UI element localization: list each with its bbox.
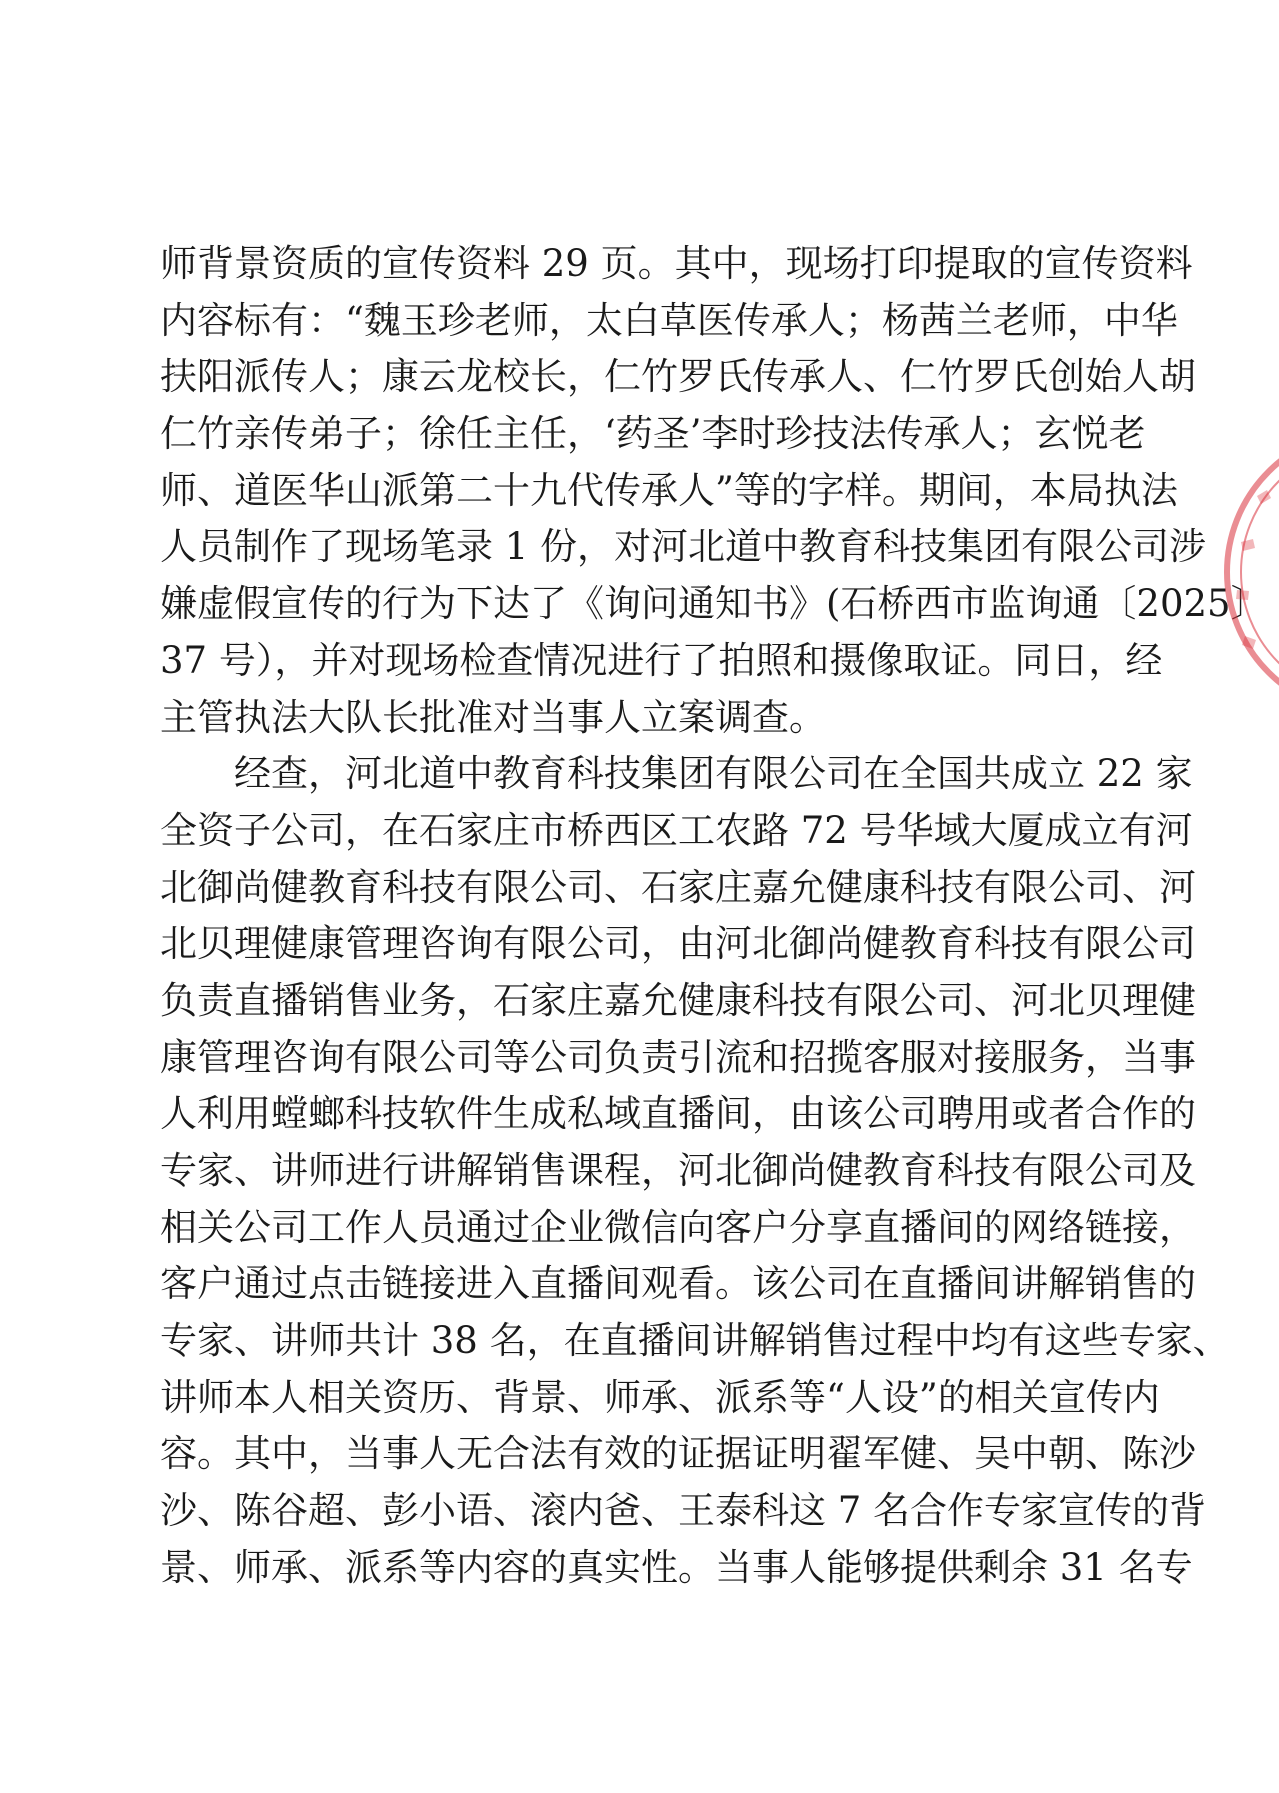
body-line-14: 负责直播销售业务，石家庄嘉允健康科技有限公司、河北贝理健	[160, 978, 1196, 1022]
body-line-4: 仁竹亲传弟子；徐任主任，‘药圣’李时珍技法传承人；玄悦老	[160, 412, 1146, 456]
body-line-5: 师、道医华山派第二十九代传承人”等的字样。期间，本局执法	[160, 468, 1178, 512]
body-line-2: 内容标有：“魏玉珍老师，太白草医传承人；杨茜兰老师，中华	[160, 298, 1178, 342]
body-line-16: 人利用螳螂科技软件生成私域直播间，由该公司聘用或者合作的	[160, 1092, 1196, 1136]
body-line-18: 相关公司工作人员通过企业微信向客户分享直播间的网络链接，	[160, 1205, 1196, 1249]
body-line-15: 康管理咨询有限公司等公司负责引流和招揽客服对接服务，当事	[160, 1035, 1196, 1079]
body-line-22: 容。其中，当事人无合法有效的证据证明翟军健、吴中朝、陈沙	[160, 1432, 1196, 1476]
body-line-7: 嫌虚假宣传的行为下达了《询问通知书》(石桥西市监询通〔2025〕	[160, 582, 1268, 626]
body-line-3: 扶阳派传人；康云龙校长，仁竹罗氏传承人、仁竹罗氏创始人胡	[160, 355, 1196, 399]
body-line-24: 景、师承、派系等内容的真实性。当事人能够提供剩余 31 名专	[160, 1545, 1193, 1589]
body-line-11: 全资子公司，在石家庄市桥西区工农路 72 号华域大厦成立有河	[160, 808, 1193, 852]
body-line-12: 北御尚健教育科技有限公司、石家庄嘉允健康科技有限公司、河	[160, 865, 1196, 909]
seal-stamp-icon	[1219, 452, 1279, 692]
document-body	[160, 236, 1268, 1597]
body-line-20: 专家、讲师共计 38 名，在直播间讲解销售过程中均有这些专家、	[160, 1319, 1230, 1363]
body-line-21: 讲师本人相关资历、背景、师承、派系等“人设”的相关宣传内	[160, 1375, 1160, 1419]
body-line-1: 师背景资质的宣传资料 29 页。其中，现场打印提取的宣传资料	[160, 242, 1193, 285]
body-line-10: 经查，河北道中教育科技集团有限公司在全国共成立 22 家	[160, 752, 1193, 796]
body-line-23: 沙、陈谷超、彭小语、滚内爸、王泰科这 7 名合作专家宣传的背	[160, 1489, 1207, 1533]
body-line-8: 37 号），并对现场检查情况进行了拍照和摄像取证。同日，经	[160, 638, 1163, 682]
body-line-13: 北贝理健康管理咨询有限公司，由河北御尚健教育科技有限公司	[160, 922, 1196, 966]
body-line-6: 人员制作了现场笔录 1 份，对河北道中教育科技集团有限公司涉	[160, 525, 1207, 569]
body-line-9: 主管执法大队长批准对当事人立案调查。	[160, 695, 826, 739]
body-line-19: 客户通过点击链接进入直播间观看。该公司在直播间讲解销售的	[160, 1262, 1196, 1306]
body-line-17: 专家、讲师进行讲解销售课程，河北御尚健教育科技有限公司及	[160, 1149, 1196, 1192]
